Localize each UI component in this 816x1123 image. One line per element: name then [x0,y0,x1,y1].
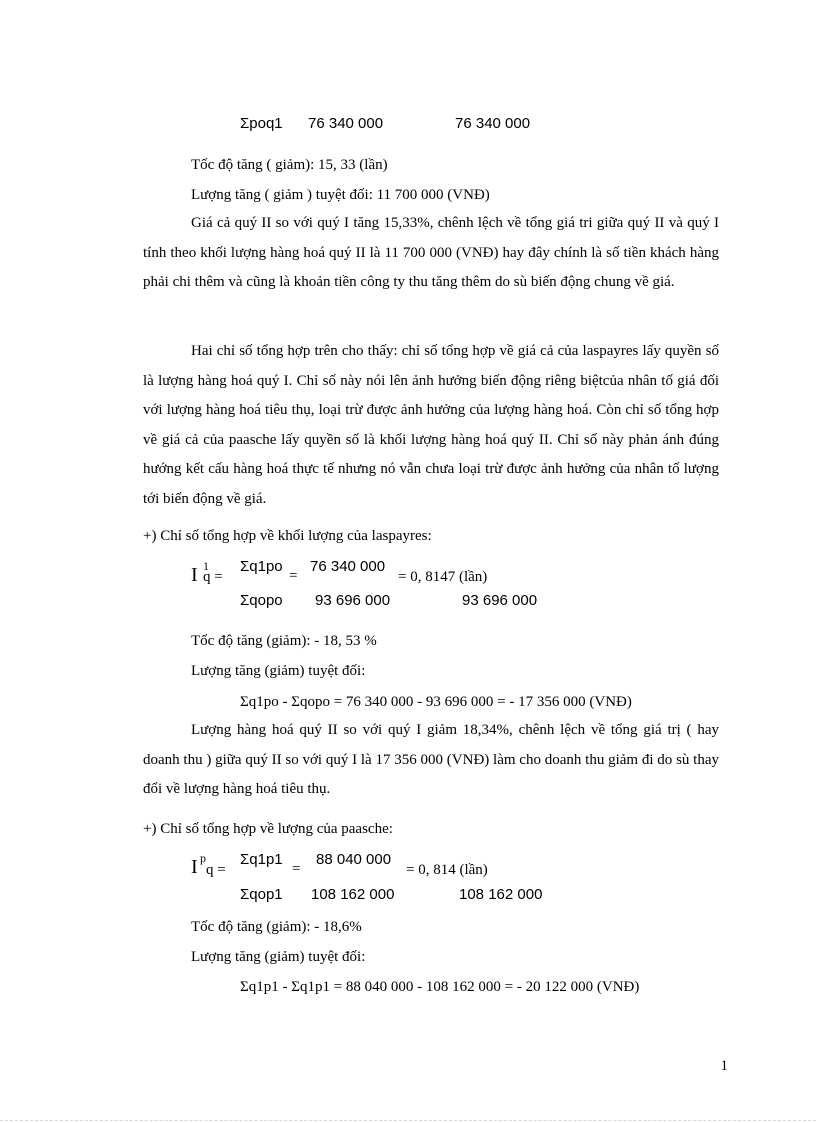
formula-2-denominator-label: Σqop1 [240,886,283,903]
absolute-increase-2-label: Lượng tăng (giảm) tuyệt đối: [191,663,366,679]
formula-2-denominator-value-2: 108 162 000 [459,886,543,903]
paragraph-2 [143,337,719,514]
formula-2-equals: = [292,861,301,877]
paragraph-2-text: Hai chỉ số tổng hợp trên cho thấy: chỉ số tổng hợp về giá cả của laspayres lấy quyền số là lượng hàng hoá quý I. Chỉ số này nói lên ảnh hưởng biến động riêng biệtcủa nhân tố giá đối với lượng hàng hoá tiêu thụ, loại trừ được ảnh hưởng của lượng hàng hoá. Còn chỉ số tổng hợp về giá cả của paasche lấy quyền số là khối lượng hàng hoá quý II. Chỉ số này phản ánh đúng hướng kết cấu hàng hoá thực tế nhưng nó vẫn chưa loại trừ được ảnh hưởng của nhân tố lượng tới biến động về giá. [143,343,719,507]
formula-2-denominator-value: 108 162 000 [311,886,395,903]
formula-1-numerator-value: 76 340 000 [310,558,386,575]
formula-1-symbol: I [191,564,198,586]
formula-2-numerator-label: Σq1p1 [240,851,283,868]
absolute-increase-3-label: Lượng tăng (giảm) tuyệt đối: [191,949,366,965]
formula-2-subscript: q = [206,862,226,878]
paragraph-1 [143,209,719,298]
formula-1-equals: = [289,568,298,584]
formula-1-denominator-value-2: 93 696 000 [462,592,538,609]
growth-rate-1: Tốc độ tăng ( giảm): 15, 33 (lần) [191,157,388,173]
formula-1-denominator-label: Σqopo [240,592,283,609]
top-row-label: Σpoq1 [240,115,283,132]
formula-1-superscript: 1 [203,559,209,573]
growth-rate-2: Tốc độ tăng (giảm): - 18, 53 % [191,633,377,649]
absolute-increase-2-calc: Σq1po - Σqopo = 76 340 000 - 93 696 000 = - 17 356 000 (VNĐ) [240,694,632,710]
formula-2-result: = 0, 814 (lần) [406,862,488,878]
formula-1-denominator-value: 93 696 000 [315,592,391,609]
formula-1-numerator-label: Σq1po [240,558,283,575]
absolute-increase-1: Lượng tăng ( giảm ) tuyệt đối: 11 700 000 (VNĐ) [191,187,490,203]
growth-rate-3: Tốc độ tăng (giảm): - 18,6% [191,919,362,935]
formula-1-subscript: q = [203,569,223,585]
top-row-value-1: 76 340 000 [308,115,384,132]
absolute-increase-3-calc: Σq1p1 - Σq1p1 = 88 040 000 - 108 162 000 = - 20 122 000 (VNĐ) [240,979,640,995]
top-row-value-2: 76 340 000 [455,115,531,132]
formula-1-result: = 0, 8147 (lần) [398,569,488,585]
page-bottom-divider [0,1120,816,1121]
formula-2-superscript: p [200,851,206,865]
paragraph-3-text: Lượng hàng hoá quý II so với quý I giảm 18,34%, chênh lệch về tổng giá trị ( hay doanh thu ) giữa quý II so với quý I là 17 356 000 (VNĐ) làm cho doanh thu giảm đi do sù thay đổi về lượng hàng hoá tiêu thụ. [143,722,719,797]
formula-2-numerator-value: 88 040 000 [316,851,392,868]
page-number: 1 [720,1058,728,1074]
paragraph-3 [143,716,719,805]
heading-laspayres-quantity: +) Chỉ số tổng hợp về khối lượng của laspayres: [143,528,432,544]
paragraph-1-text: Giá cả quý II so với quý I tăng 15,33%, chênh lệch về tổng giá tri giữa quý II và quý I tính theo khối lượng hàng hoá quý II là 11 700 000 (VNĐ) hay đây chính là số tiền khách hàng phải chi thêm và cũng là khoản tiền công ty thu tăng thêm do sù biến động chung về giá. [143,215,719,290]
heading-paasche-quantity: +) Chỉ số tổng hợp về lượng của paasche: [143,821,393,837]
formula-2-symbol: I [191,856,198,878]
